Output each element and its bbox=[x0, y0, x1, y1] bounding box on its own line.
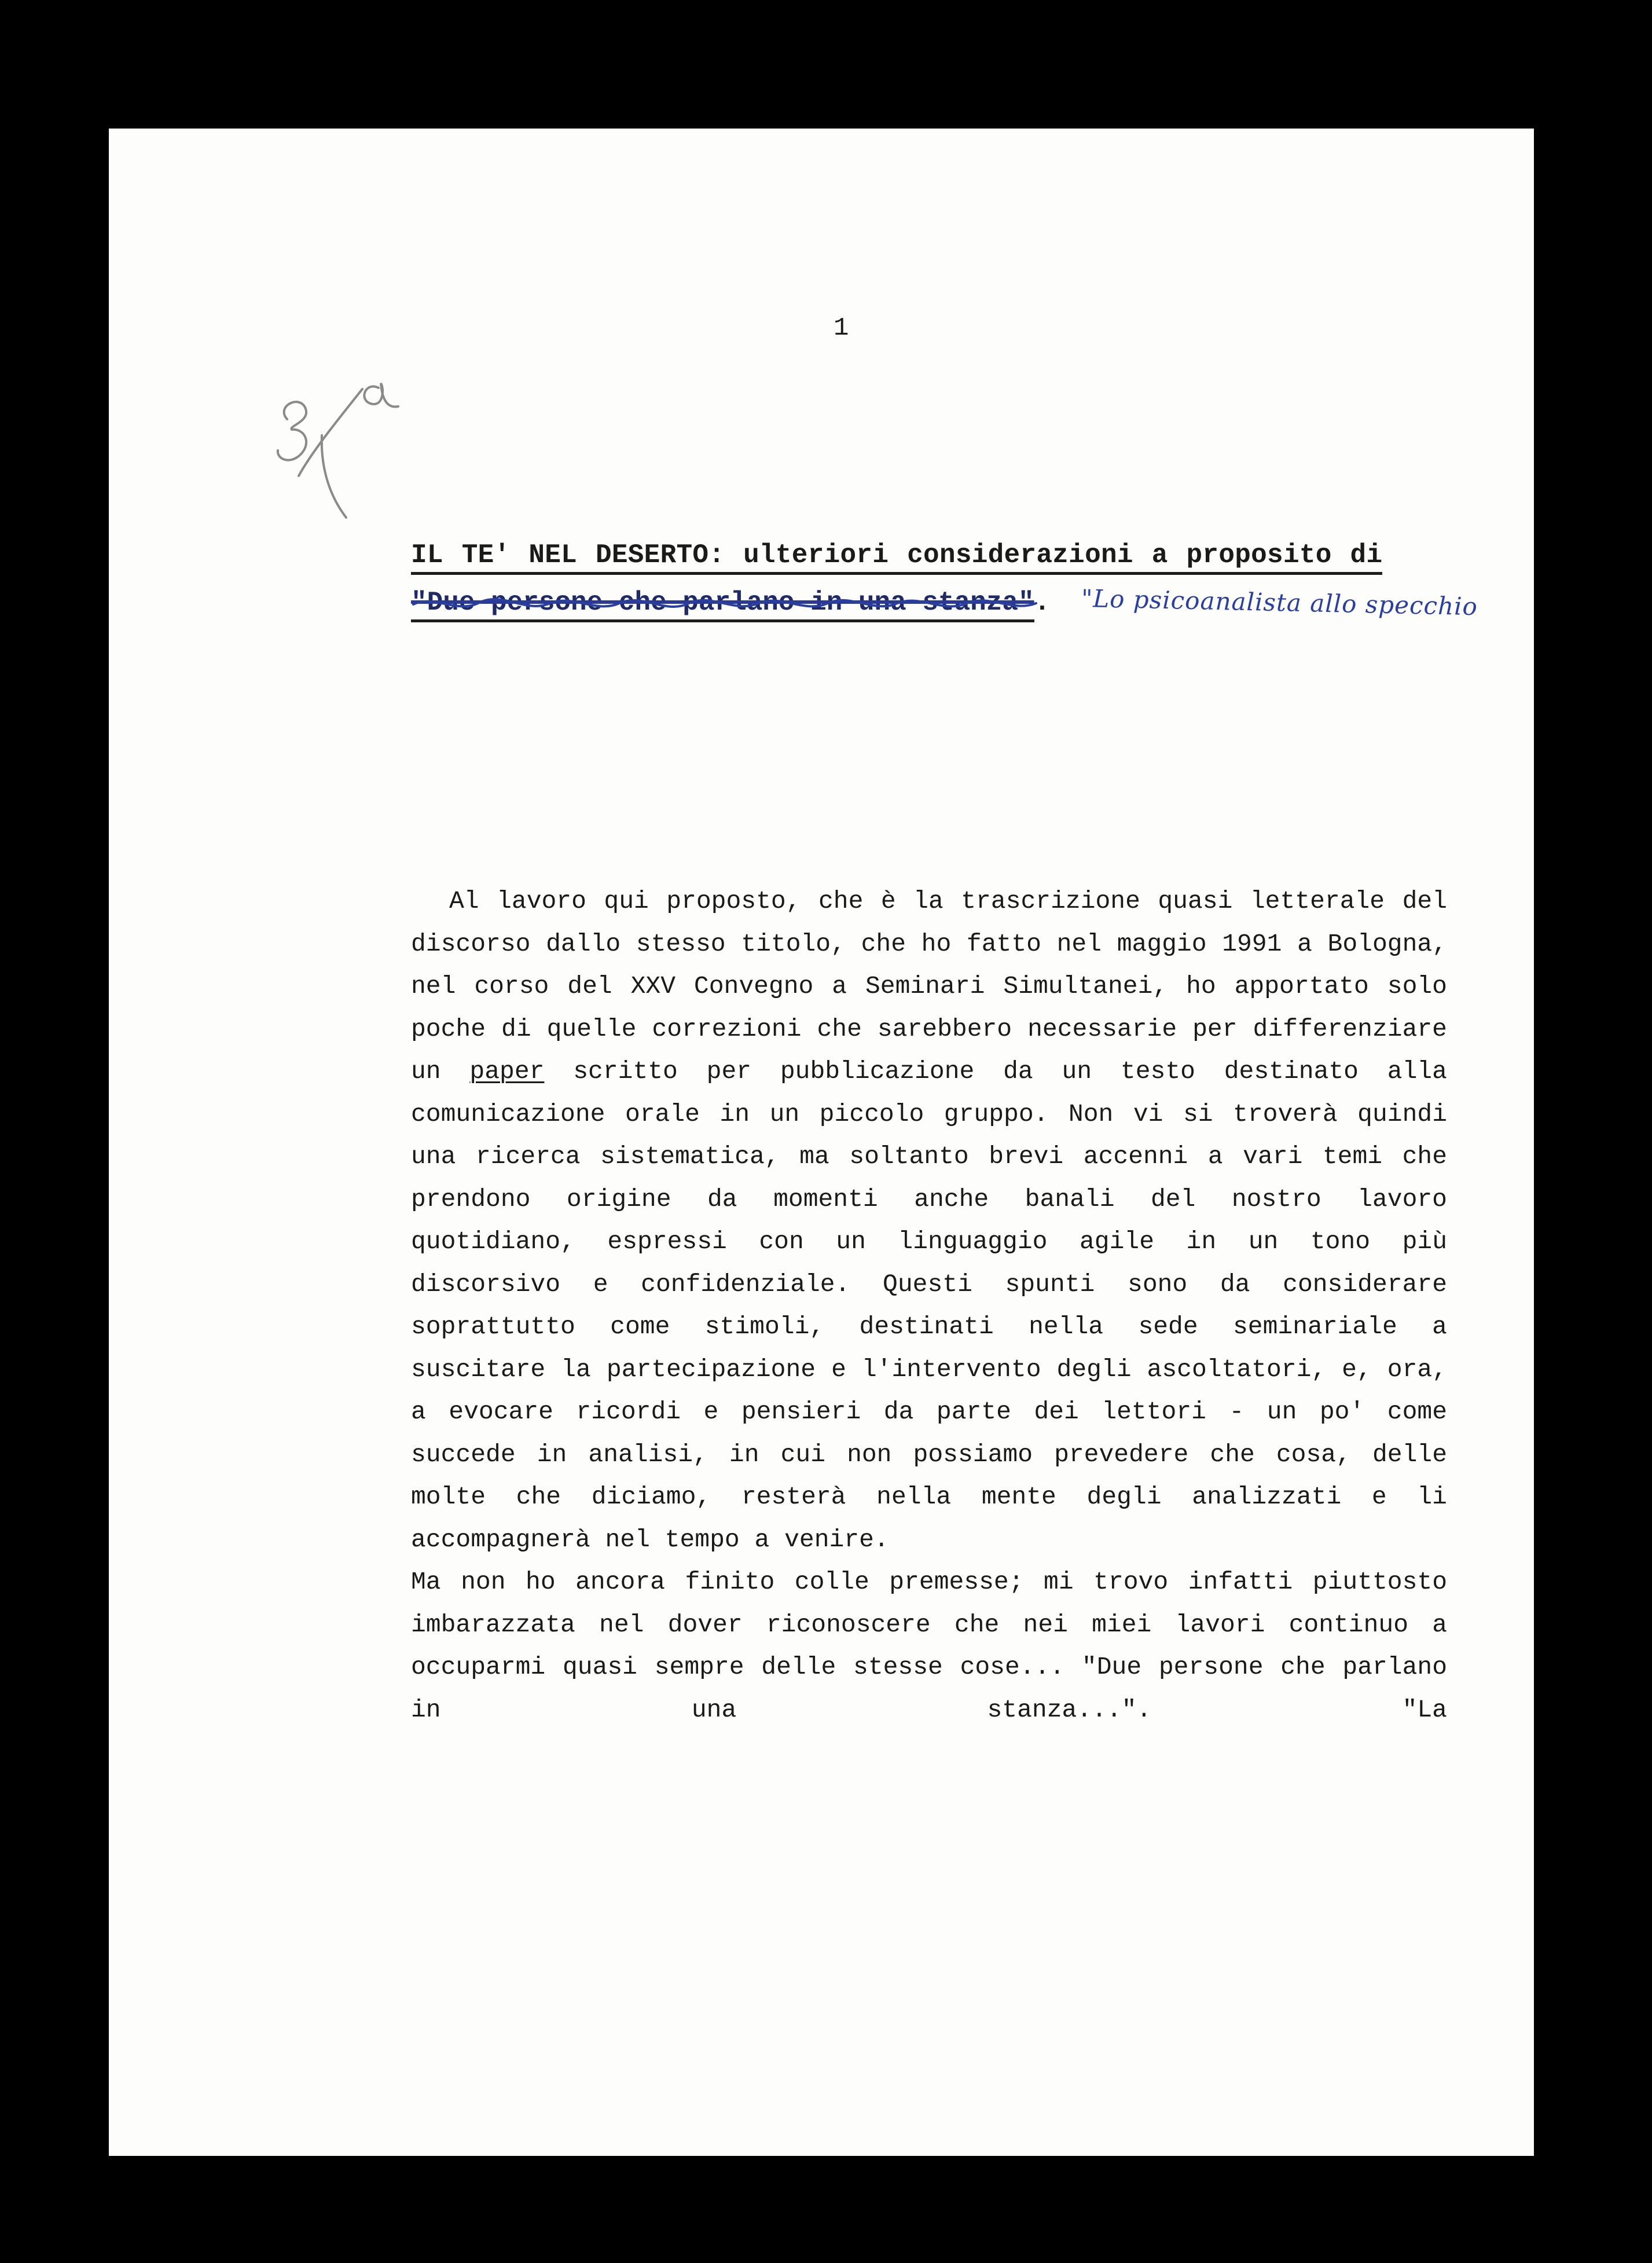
struck-subtitle: "Due persone che parlano in una stanza" bbox=[411, 586, 1034, 622]
title-line-2 bbox=[411, 581, 1478, 624]
paragraph-1-start: Al lavoro qui proposto, che è la trascrizione quasi letterale del discorso dallo stesso titolo, che ho fatto nel maggio 1991 a Bologna, nel corso del XXV Convegno a Seminari Simultanei, ho apportato solo poche di quelle correzioni che sarebbero necessarie per differenziare un bbox=[411, 887, 1447, 1085]
title-block bbox=[411, 534, 1478, 624]
title-line-1 bbox=[411, 534, 1453, 577]
underlined-word: paper bbox=[469, 1057, 545, 1085]
paper-sheet bbox=[109, 129, 1534, 2156]
pen-strikethrough-scribble bbox=[411, 581, 1059, 624]
paragraph-1-end: scritto per pubblicazione da un testo destinato alla comunicazione orale in un piccolo gruppo. Non vi si troverà quindi una ricerca sistematica, ma soltanto brevi accenni a vari temi che prendono origine da momenti anche banali del nostro lavoro quotidiano, espressi con un linguaggio agile in un tono più discorsivo e confidenziale. Questi spunti sono da considerare soprattutto come stimoli, destinati nella sede seminariale a suscitare la partecipazione e l'intervento degli ascoltatori, e, ora, a evocare ricordi e pensieri da parte dei lettori - un po' come succede in analisi, in cui non possiamo prevedere che cosa, delle molte che diciamo, resterà nella mente degli analizzati e li accompagnerà nel tempo a venire. bbox=[411, 1057, 1447, 1554]
title-main-text: IL TE' NEL DESERTO: ulteriori considerazioni a proposito di bbox=[411, 538, 1382, 575]
body-text bbox=[411, 880, 1447, 1731]
paragraph-2: Ma non ho ancora finito colle premesse; mi trovo infatti piuttosto imbarazzata nel dover riconoscere che nei miei lavori continuo a occuparmi quasi sempre delle stesse cose... "Due persone che parlano in una stanza...". "La bbox=[411, 1568, 1447, 1724]
paragraph-1 bbox=[411, 880, 1447, 1561]
page-number: 1 bbox=[834, 314, 850, 343]
handwritten-title-replacement: "Lo psicoanalista allo specchio bbox=[1081, 584, 1478, 621]
pencil-margin-annotation bbox=[265, 366, 404, 528]
subtitle-period: . bbox=[1034, 588, 1051, 618]
